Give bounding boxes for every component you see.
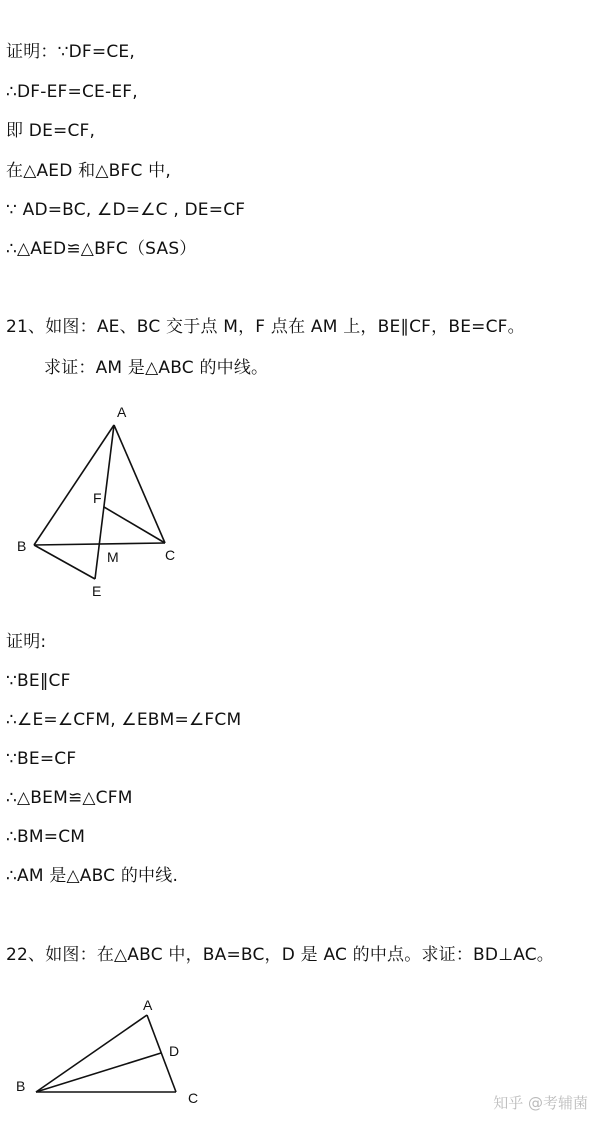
watermark: 知乎 @考辅菌 [493, 1094, 588, 1112]
segment-FC [104, 507, 165, 543]
proof2-line-1: 证明: [6, 632, 47, 652]
label-B-22: B [16, 1078, 26, 1094]
proof2-line-7: ∴AM 是△ABC 的中线. [6, 866, 179, 886]
proof2-line-6: ∴BM=CM [6, 827, 86, 847]
label-F-21: F [93, 490, 102, 506]
proof2-line-5: ∴△BEM≌△CFM [6, 788, 133, 808]
proof1-line-5: ∵ AD=BC, ∠D=∠C , DE=CF [6, 200, 246, 220]
figure-22 [16, 997, 198, 1106]
label-B-21: B [17, 538, 27, 554]
proof1-line-6: ∴△AED≌△BFC（SAS） [6, 239, 197, 259]
label-C-21: C [165, 547, 176, 563]
segment-BE [34, 545, 95, 579]
segment-BA [36, 1015, 147, 1092]
proof2-line-2: ∵BE‖CF [6, 671, 71, 691]
q21-goal: 求证：AM 是△ABC 的中线。 [44, 358, 269, 378]
proof2-line-3: ∴∠E=∠CFM, ∠EBM=∠FCM [6, 710, 242, 730]
proof2-line-4: ∵BE=CF [6, 749, 77, 769]
segment-BC [34, 543, 165, 545]
proof1-line-4: 在△AED 和△BFC 中, [6, 161, 171, 181]
figure-21 [17, 404, 175, 599]
label-A-21: A [117, 404, 127, 420]
label-M-21: M [107, 549, 119, 565]
label-C-22: C [188, 1090, 199, 1106]
proof1-line-2: ∴DF-EF=CE-EF, [6, 82, 138, 102]
label-D-22: D [169, 1043, 180, 1059]
label-A-22: A [143, 997, 153, 1013]
q21-statement: 21、如图：AE、BC 交于点 M，F 点在 AM 上，BE∥CF，BE=CF。 [6, 317, 525, 337]
segment-BD [36, 1053, 161, 1092]
label-E-21: E [92, 583, 102, 599]
segment-AC [114, 425, 165, 543]
q22-statement: 22、如图：在△ABC 中，BA=BC，D 是 AC 的中点。求证：BD⊥AC。 [6, 945, 555, 965]
proof1-line-3: 即 DE=CF, [6, 121, 96, 141]
proof1-line-1: 证明：∵DF=CE, [6, 42, 135, 62]
